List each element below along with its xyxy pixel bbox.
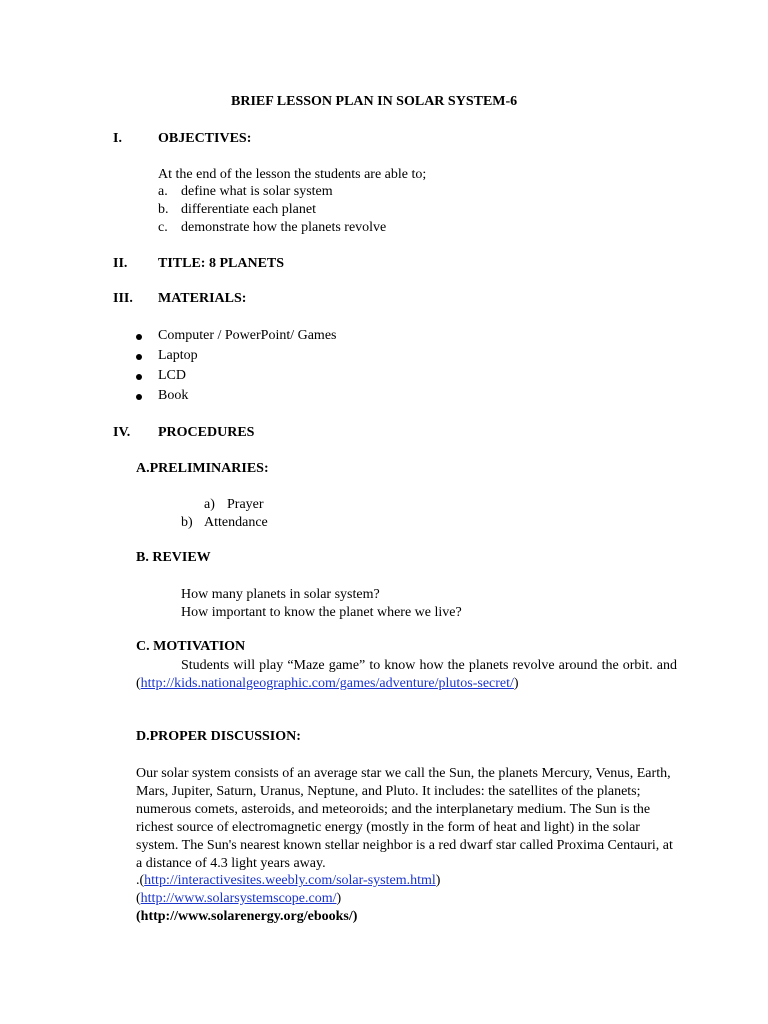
- review-question: How important to know the planet where we live?: [181, 605, 462, 620]
- objective-marker: c.: [158, 220, 168, 235]
- motivation-heading: C. MOTIVATION: [136, 639, 246, 654]
- objective-item: demonstrate how the planets revolve: [181, 220, 387, 235]
- motivation-paragraph: [136, 657, 677, 693]
- bullet-icon: [136, 394, 142, 400]
- discussion-link-line-1: [136, 872, 440, 890]
- objectives-intro: At the end of the lesson the students are able to;: [158, 167, 427, 182]
- bullet-icon: [136, 374, 142, 380]
- section-numeral-objectives: I.: [113, 131, 122, 146]
- title-heading: TITLE: 8 PLANETS: [158, 256, 285, 271]
- solarenergy-reference: (http://www.solarenergy.org/ebooks/): [136, 909, 358, 924]
- link2-prefix: (: [136, 891, 141, 906]
- natgeo-link[interactable]: http://kids.nationalgeographic.com/games/adventure/plutos-secret/: [140, 676, 514, 691]
- link1-suffix: ): [435, 873, 441, 888]
- review-heading: B. REVIEW: [136, 550, 211, 565]
- material-item: Book: [158, 388, 189, 403]
- objective-marker: a.: [158, 184, 168, 199]
- document-title: BRIEF LESSON PLAN IN SOLAR SYSTEM-6: [231, 94, 518, 109]
- material-item: LCD: [158, 368, 186, 383]
- motivation-open-paren: (: [136, 676, 141, 691]
- preliminary-item: Prayer: [227, 497, 264, 512]
- solarsystemscope-link[interactable]: http://www.solarsystemscope.com/: [140, 891, 337, 906]
- preliminary-marker: b): [181, 515, 193, 530]
- materials-heading: MATERIALS:: [158, 291, 247, 306]
- preliminary-item: Attendance: [204, 515, 268, 530]
- review-question: How many planets in solar system?: [181, 587, 380, 602]
- preliminaries-heading: A.PRELIMINARIES:: [136, 461, 269, 476]
- section-numeral-materials: III.: [113, 291, 133, 306]
- discussion-heading: D.PROPER DISCUSSION:: [136, 729, 301, 744]
- link1-prefix: .(: [136, 873, 145, 888]
- objective-marker: b.: [158, 202, 169, 217]
- section-numeral-procedures: IV.: [113, 425, 131, 440]
- procedures-heading: PROCEDURES: [158, 425, 255, 440]
- material-item: Computer / PowerPoint/ Games: [158, 328, 337, 343]
- discussion-paragraph: Our solar system consists of an average star we call the Sun, the planets Mercury, Venus, Earth, Mars, Jupiter, Saturn, Uranus, Neptune, and Pluto. It includes: the satellites of the planets; numerous comets, asteroids, and meteoroids; and the interplanetary medium. The Sun is the richest source of electromagnetic energy (mostly in the form of heat and light) in the solar system. The Sun's nearest known stellar neighbor is a red dwarf star called Proxima Centauri, at a distance of 4.3 light years away.: [136, 766, 673, 871]
- objective-item: define what is solar system: [181, 184, 333, 199]
- preliminary-marker: a): [204, 497, 215, 512]
- weebly-link[interactable]: http://interactivesites.weebly.com/solar-system.html: [144, 873, 436, 888]
- material-item: Laptop: [158, 348, 198, 363]
- motivation-text: Students will play “Maze game” to know how the planets revolve around the orbit. and: [181, 658, 677, 673]
- motivation-close-paren: ): [513, 676, 519, 691]
- discussion-link-line-2: [136, 890, 341, 908]
- objective-item: differentiate each planet: [181, 202, 316, 217]
- link2-suffix: ): [336, 891, 342, 906]
- bullet-icon: [136, 354, 142, 360]
- section-numeral-title: II.: [113, 256, 128, 271]
- bullet-icon: [136, 334, 142, 340]
- objectives-heading: OBJECTIVES:: [158, 131, 252, 146]
